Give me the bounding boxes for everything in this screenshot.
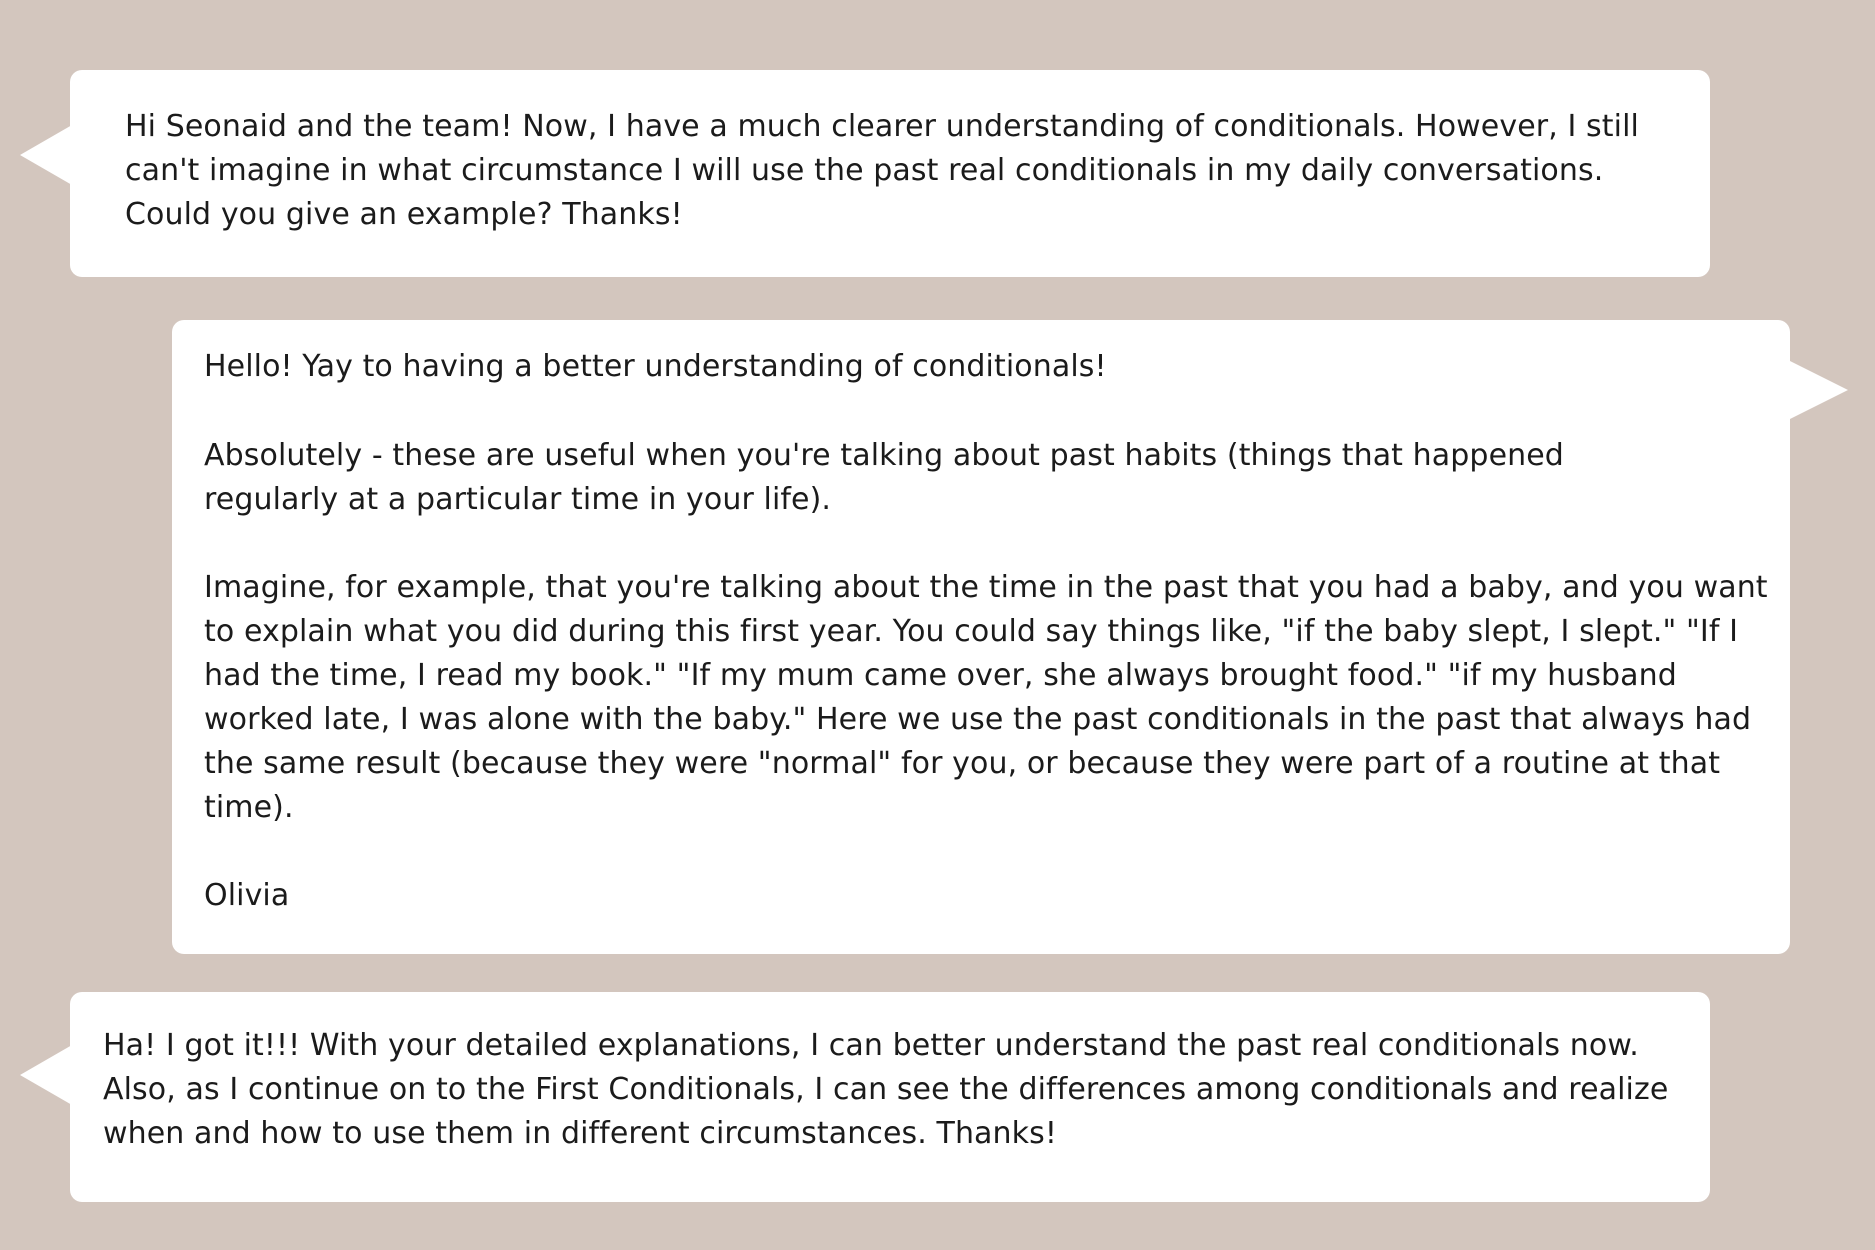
message-paragraph: Imagine, for example, that you're talking about the time in the past that you had a baby, and you want to explain what you did during this first year. You could say things like, "if the baby slept, I slept." "If I had the time, I read my book." "If my mum came over, she always brought food." "if my husband worked late, I was alone with the baby." Here we use the past conditionals in the past that always had the same result (because they were "normal" for you, or because they were part of a routine at that time). (204, 570, 1778, 825)
chat-bubble-outgoing (172, 320, 1790, 954)
bubble-tail (20, 125, 72, 185)
message-signature: Olivia (204, 878, 290, 913)
chat-bubble-incoming (70, 70, 1710, 277)
bubble-tail (1788, 360, 1848, 420)
chat-bubble-incoming (70, 992, 1710, 1202)
message-text: Hi Seonaid and the team! Now, I have a much clearer understanding of conditionals. However, I still can't imagine in what circumstance I will use the past real conditionals in my daily conversations. Could you give an example? Thanks! (125, 109, 1649, 232)
message-paragraph: Hello! Yay to having a better understanding of conditionals! (204, 349, 1107, 384)
message-text: Ha! I got it!!! With your detailed explanations, I can better understand the past real conditionals now. Also, as I continue on to the First Conditionals, I can see the differences among conditionals and realize when and how to use them in different circumstances. Thanks! (103, 1028, 1679, 1151)
bubble-tail (20, 1045, 72, 1105)
message-paragraph: Absolutely - these are useful when you're talking about past habits (things that happened regularly at a particular time in your life). (204, 438, 1574, 517)
